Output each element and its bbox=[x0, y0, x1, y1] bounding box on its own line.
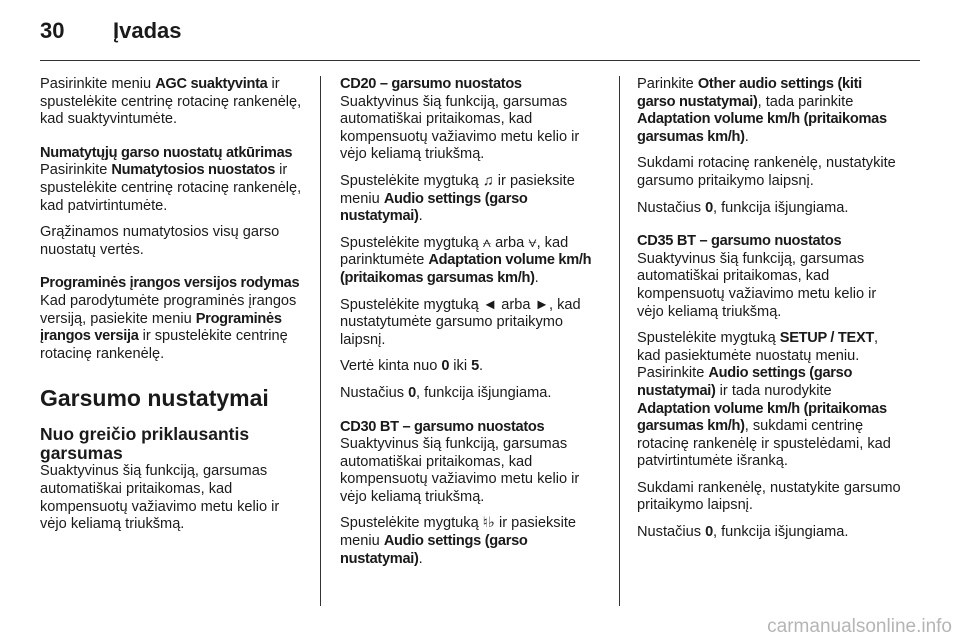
section-heading: CD20 – garsumo nuostatos bbox=[340, 76, 522, 92]
paragraph: Vertė kinta nuo 0 iki 5. bbox=[340, 358, 484, 375]
paragraph: Spustelėkite mygtuką ⩜ arba ⩝, kad parinktumėte Adaptation volume km/h (pritaikomas garsumas km/h). bbox=[340, 234, 592, 286]
page-title: Įvadas bbox=[113, 18, 182, 43]
arrow-right-icon: ► bbox=[534, 296, 550, 313]
column-divider-2 bbox=[619, 76, 620, 606]
paragraph: Suaktyvinus šią funkciją, garsumas automatiškai pritaikomas, kad kompensuotų važiavimo metu kelio ir vėjo keliamą triukšmą. bbox=[340, 93, 580, 163]
tone-icon: ♮♭ bbox=[482, 515, 495, 532]
section-title: Garsumo nustatymai bbox=[40, 385, 269, 412]
header-divider bbox=[40, 60, 920, 61]
paragraph: Sukdami rotacinę rankenėlę, nustatykite garsumo pritaikymo laipsnį. bbox=[637, 155, 896, 189]
paragraph: Nustačius 0, funkcija išjungiama. bbox=[340, 384, 552, 401]
watermark: carmanualsonline.info bbox=[767, 616, 952, 637]
paragraph: Grąžinamos numatytosios visų garso nuostatų vertės. bbox=[40, 224, 280, 258]
column-1 bbox=[40, 76, 310, 543]
subsection-title: Nuo greičio priklausantis garsumas bbox=[40, 424, 250, 464]
section-heading: Numatytųjų garso nuostatų atkūrimas bbox=[40, 144, 293, 161]
section-heading: CD30 BT – garsumo nuostatos bbox=[340, 418, 545, 435]
tune-up-icon: ⩜ bbox=[482, 234, 492, 251]
column-3 bbox=[637, 76, 902, 551]
column-divider-1 bbox=[320, 76, 321, 606]
paragraph: Parinkite Other audio settings (kiti garso nustatymai), tada parinkite Adaptation volume km/h (pritaikomas garsumas km/h). bbox=[637, 76, 887, 145]
arrow-left-icon: ◄ bbox=[482, 296, 498, 313]
paragraph: Spustelėkite mygtuką ♫ ir pasieksite meniu Audio settings (garso nustatymai). bbox=[340, 172, 575, 225]
paragraph: Suaktyvinus šią funkciją, garsumas automatiškai pritaikomas, kad kompensuotų važiavimo metu kelio ir vėjo keliamą triukšmą. bbox=[40, 463, 280, 533]
tune-down-icon: ⩝ bbox=[528, 234, 537, 251]
column-2 bbox=[340, 76, 605, 577]
paragraph: Pasirinkite meniu AGC suaktyvinta ir spustelėkite centrinę rotacinę rankenėlę, kad suaktyvintumėte. bbox=[40, 76, 302, 128]
paragraph: Suaktyvinus šią funkciją, garsumas automatiškai pritaikomas, kad kompensuotų važiavimo metu kelio ir vėjo keliamą triukšmą. bbox=[340, 436, 580, 505]
section-heading: CD35 BT – garsumo nuostatos bbox=[637, 233, 842, 250]
paragraph: Suaktyvinus šią funkciją, garsumas automatiškai pritaikomas, kad kompensuotų važiavimo metu kelio ir vėjo keliamą triukšmą. bbox=[637, 250, 877, 320]
page-number: 30 bbox=[40, 18, 65, 43]
paragraph: Sukdami rankenėlę, nustatykite garsumo pritaikymo laipsnį. bbox=[637, 479, 901, 514]
paragraph: Spustelėkite mygtuką ♮♭ ir pasieksite meniu Audio settings (garso nustatymai). bbox=[340, 515, 576, 567]
music-note-icon: ♫ bbox=[482, 172, 494, 189]
section-heading: Programinės įrangos versijos rodymas bbox=[40, 275, 300, 292]
paragraph: Spustelėkite mygtuką SETUP / TEXT, kad pasiektumėte nuostatų meniu. Pasirinkite Audio settings (garso nustatymai) ir tada nurodykite Adaptation volume km/h (pritaikomas garsumas km/h), sukdami centrinę rotacinę rankenėlę ir spustelėdami, kad patvirtintumėte išranką. bbox=[637, 330, 891, 470]
paragraph: Nustačius 0, funkcija išjungiama. bbox=[637, 199, 849, 216]
page-header bbox=[40, 18, 920, 48]
paragraph: Nustačius 0, funkcija išjungiama. bbox=[637, 524, 849, 541]
paragraph: Pasirinkite Numatytosios nuostatos ir spustelėkite centrinę rotacinę rankenėlę, kad patvirtintumėte. bbox=[40, 162, 302, 214]
paragraph: Kad parodytumėte programinės įrangos versiją, pasiekite meniu Programinės įrangos versija ir spustelėkite centrinę rotacinę rankenėlę. bbox=[40, 292, 297, 362]
paragraph: Spustelėkite mygtuką ◄ arba ►, kad nustatytumėte garsumo pritaikymo laipsnį. bbox=[340, 296, 581, 348]
